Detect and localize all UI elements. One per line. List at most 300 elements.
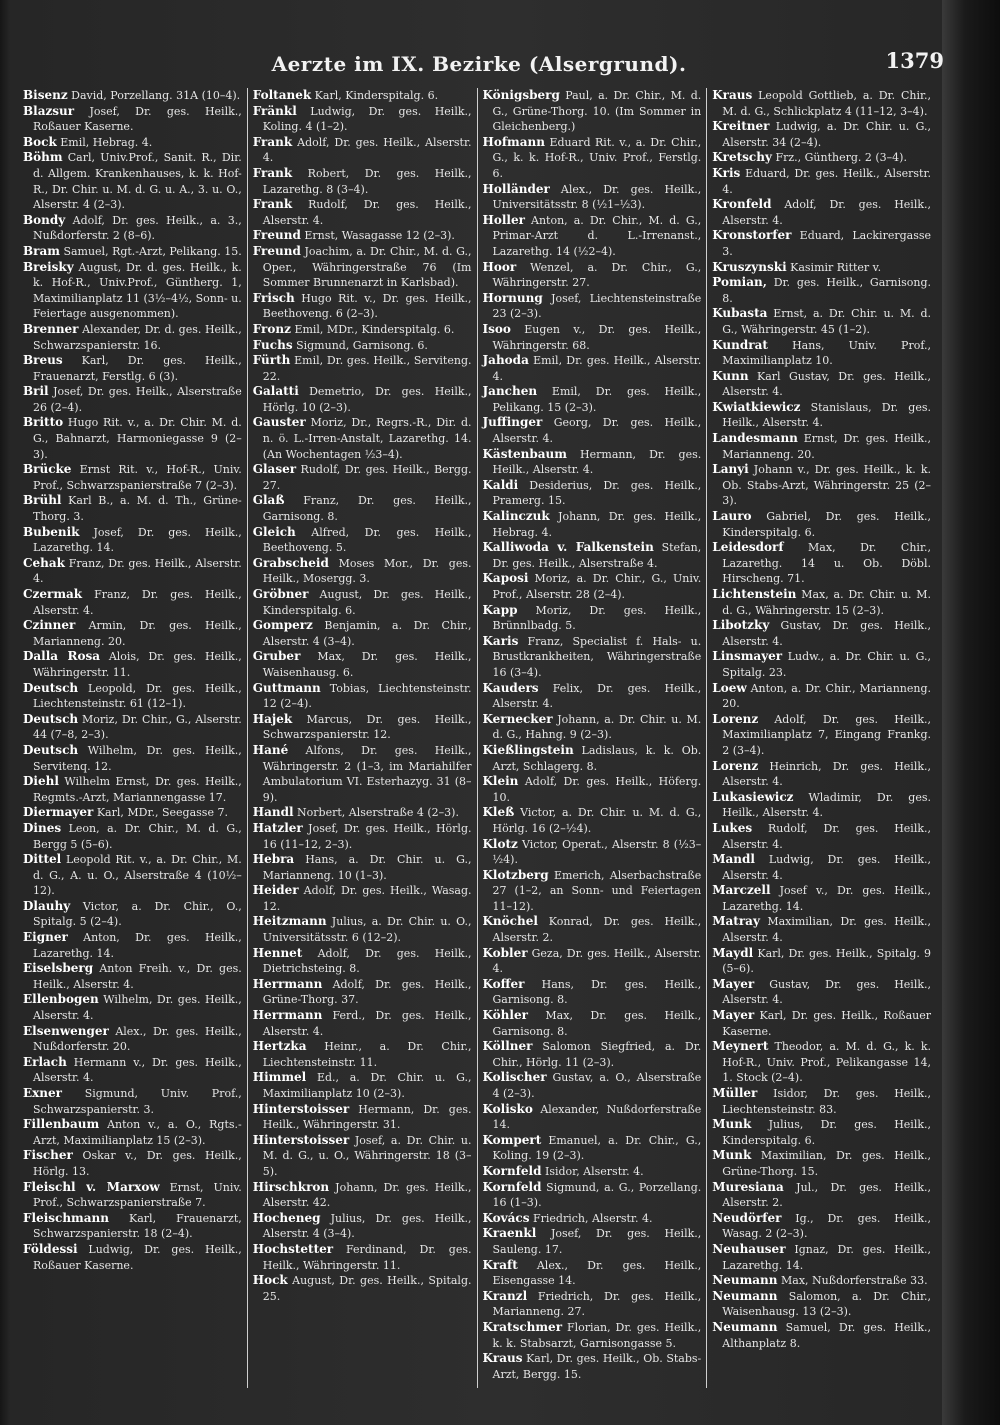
entry-name: Kreitner — [712, 119, 770, 134]
entry-details: Josef, Dr. ges. Heilk., Hörlg. 16 (11–12, 2–3). — [262, 821, 472, 851]
entry-name: Frisch — [252, 290, 295, 305]
entry-name: Hatzler — [252, 820, 303, 835]
entry-name: Britto — [23, 415, 64, 430]
entry-details: Johann, a. Dr. Chir. u. M. d. G., Hahng. 9 (2–3). — [492, 712, 702, 742]
entry-details: Frz., Güntherg. 2 (3–4). — [775, 151, 907, 165]
directory-entry — [253, 1008, 472, 1039]
entry-details: Benjamin, a. Dr. Chir., Alserstr. 4 (3–4). — [262, 619, 472, 648]
directory-entry — [253, 322, 472, 338]
directory-entry — [712, 166, 931, 197]
entry-name: Deutsch — [23, 680, 79, 695]
directory-entry — [253, 104, 472, 135]
entry-name: Hebra — [252, 852, 295, 867]
entry-name: Linsmayer — [712, 649, 783, 664]
directory-entry — [23, 1024, 242, 1055]
entry-name: Brühl — [23, 493, 62, 508]
entry-details: Eduard, Dr. ges. Heilk., Alserstr. 4. — [722, 166, 931, 196]
entry-name: Neumann — [712, 1288, 778, 1303]
directory-entry — [483, 478, 702, 509]
entry-details: Friedrich, Dr. ges. Heilk., Marianneng. 27. — [492, 1289, 702, 1319]
entry-name: Kauders — [482, 680, 539, 695]
entry-name: Kretschy — [712, 150, 772, 165]
entry-details: Emil, Dr. ges. Heilk., Serviteng. 22. — [262, 354, 472, 383]
entry-details: Max, a. Dr. Chir. u. M. d. G., Währingerstr. 15 (2–3). — [722, 588, 931, 617]
directory-entry — [712, 197, 931, 228]
entry-name: Kaldi — [482, 477, 519, 492]
entry-name: Foltanek — [252, 88, 312, 102]
directory-entry — [253, 883, 472, 914]
entry-details: Ludwig, Dr. ges. Heilk., Alserstr. 4. — [722, 853, 932, 882]
directory-entry — [712, 1180, 931, 1211]
directory-entry — [253, 462, 472, 493]
entry-name: Isoo — [482, 321, 511, 336]
directory-entry — [23, 852, 242, 899]
entry-details: Marcus, Dr. ges. Heilk., Schwarzspanierstr. 12. — [262, 712, 472, 742]
directory-entry — [253, 197, 472, 228]
directory-entry — [253, 681, 472, 712]
entry-details: Geza, Dr. ges. Heilk., Alserstr. 4. — [492, 946, 702, 976]
directory-entry — [712, 119, 931, 150]
entry-name: Bram — [23, 243, 60, 258]
entry-details: Josef, Dr. ges. Heilk., Alserstraße 26 (2–4). — [33, 385, 242, 414]
entry-name: Kundrat — [712, 337, 768, 352]
page-header — [14, 46, 944, 86]
directory-entry — [483, 415, 702, 446]
directory-entry — [253, 384, 472, 415]
entry-name: Eiselsberg — [23, 961, 94, 976]
entry-details: Hugo Rit. v., Dr. ges. Heilk., Beethoveng. 6 (2–3). — [262, 291, 472, 321]
entry-name: Cehak — [23, 555, 65, 570]
directory-entry — [712, 462, 931, 509]
entry-details: August, Dr. ges. Heilk., Kinderspitalg. 6. — [262, 588, 472, 617]
entry-details: Adolf, Dr. ges. Heilk., Maximilianplatz 7, Eingang Frankg. 2 (3–4). — [722, 712, 931, 757]
entry-details: Anton v., a. O., Rgts.-Arzt, Maximilianplatz 15 (2–3). — [33, 1118, 242, 1147]
entry-details: Adolf, Dr. ges. Heilk., Alserstr. 4. — [722, 198, 931, 227]
directory-entry — [23, 743, 242, 774]
directory-entry — [253, 1273, 472, 1304]
directory-entry — [712, 1148, 931, 1179]
entry-name: Matray — [712, 914, 760, 929]
entry-details: Max, Nußdorferstraße 33. — [781, 1274, 928, 1288]
directory-entry — [483, 135, 702, 182]
entry-name: Bubenik — [23, 524, 80, 539]
entry-details: Ernst Rit. v., Hof-R., Univ. Prof., Schwarzspanierstraße 7 (2–3). — [33, 463, 242, 492]
entry-name: Hock — [252, 1273, 288, 1288]
entry-details: Stefan, Dr. ges. Heilk., Alserstraße 4. — [492, 541, 702, 570]
entry-details: Hermann v., Dr. ges. Heilk., Alserstr. 4. — [33, 1055, 242, 1085]
directory-entry — [253, 852, 472, 883]
entry-name: Karis — [482, 633, 519, 648]
entry-details: Karl, Dr. ges. Heilk., Roßauer Kaserne. — [722, 1009, 931, 1038]
directory-entry — [23, 1211, 242, 1242]
directory-entry — [23, 462, 242, 493]
entry-name: Neudörfer — [712, 1210, 782, 1225]
entry-name: Kleß — [482, 805, 515, 820]
entry-name: Galatti — [252, 384, 299, 399]
entry-details: Ferdinand, Dr. ges. Heilk., Währingerstr. 11. — [262, 1242, 472, 1272]
entry-details: Victor, a. Dr. Chir., O., Spitalg. 5 (2–4). — [33, 899, 242, 929]
directory-entry — [253, 1039, 472, 1070]
entry-name: Knöchel — [482, 914, 538, 929]
directory-entry — [253, 587, 472, 618]
directory-entry — [23, 493, 242, 524]
directory-entry — [253, 88, 472, 104]
entry-name: Dalla Rosa — [23, 649, 101, 664]
directory-entry — [23, 587, 242, 618]
entry-name: Gomperz — [252, 618, 313, 633]
directory-entry — [23, 1242, 242, 1273]
directory-entry — [712, 1086, 931, 1117]
directory-entry — [23, 961, 242, 992]
entry-details: Sigmund, Garnisong. 6. — [296, 338, 428, 352]
directory-entry — [23, 618, 242, 649]
entry-details: Friedrich, Alserstr. 4. — [532, 1211, 653, 1225]
column-3 — [478, 88, 708, 1388]
entry-name: Kruszynski — [712, 259, 787, 274]
directory-entry — [483, 213, 702, 260]
entry-name: Hocheneg — [252, 1210, 321, 1225]
entry-details: Leon, a. Dr. Chir., M. d. G., Bergg 5 (5–6). — [33, 821, 242, 851]
entry-details: Wenzel, a. Dr. Chir., G., Währingerstr. 27. — [492, 260, 702, 290]
entry-name: Bondy — [23, 212, 66, 227]
directory-entry — [712, 946, 931, 977]
directory-entry — [253, 228, 472, 244]
directory-entry — [253, 649, 472, 680]
entry-details: Johann v., Dr. ges. Heilk., k. k. Ob. Stabs-Arzt, Währingerstr. 25 (2–3). — [722, 463, 932, 508]
page-title: Aerzte im IX. Bezirke (Alsergrund). — [271, 52, 687, 76]
directory-entry — [253, 415, 472, 462]
directory-entry — [483, 712, 702, 743]
directory-entry — [712, 852, 931, 883]
entry-details: Adolf, Dr. ges. Heilk., Wasag. 12. — [262, 884, 472, 913]
entry-name: Breus — [23, 353, 63, 368]
entry-details: Ig., Dr. ges. Heilk., Wasag. 2 (2–3). — [722, 1211, 931, 1241]
entry-name: Lorenz — [712, 758, 759, 773]
entry-name: Kornfeld — [482, 1163, 542, 1178]
entry-details: Moriz, Dr. Chir., G., Alserstr. 44 (7–8, 2–3). — [33, 712, 242, 742]
column-4 — [707, 88, 936, 1388]
entry-name: Hennet — [252, 945, 303, 960]
entry-details: Rudolf, Dr. ges. Heilk., Alserstr. 4. — [262, 198, 472, 227]
entry-details: Emil, MDr., Kinderspitalg. 6. — [294, 322, 455, 336]
entry-details: Victor, a. Dr. Chir. u. M. d. G., Hörlg. 16 (2–½4). — [492, 806, 702, 835]
directory-entry — [483, 1133, 702, 1164]
entry-details: Ludwig, Dr. ges. Heilk., Roßauer Kaserne. — [33, 1242, 242, 1272]
directory-entry — [23, 353, 242, 384]
directory-entry — [712, 306, 931, 337]
entry-name: Hertzka — [252, 1039, 307, 1054]
entry-details: Adolf, Dr. ges. Heilk., a. 3., Nußdorferstr. 2 (8–6). — [33, 213, 242, 243]
entry-name: Frank — [252, 134, 293, 149]
entry-details: Josef, a. Dr. Chir. u. M. d. G., u. O., Währingerstr. 18 (3–5). — [262, 1133, 472, 1178]
entry-name: Holler — [482, 212, 525, 227]
entry-name: Deutsch — [23, 742, 79, 757]
entry-details: Max, Dr. ges. Heilk., Garnisong. 8. — [492, 1009, 702, 1038]
entry-details: Konrad, Dr. ges. Heilk., Alserstr. 2. — [492, 915, 702, 945]
entry-details: Adolf, Dr. ges. Heilk., Grüne-Thorg. 37. — [262, 977, 472, 1007]
entry-details: Samuel, Rgt.-Arzt, Pelikang. 15. — [63, 244, 242, 258]
directory-entry — [712, 977, 931, 1008]
entry-name: Bock — [23, 134, 57, 149]
directory-entry — [253, 946, 472, 977]
entry-details: Anton Freih. v., Dr. ges. Heilk., Alserstr. 4. — [33, 962, 242, 991]
entry-details: Adolf, Dr. ges. Heilk., Dietrichsteing. 8. — [262, 946, 472, 976]
directory-entry — [483, 603, 702, 634]
entry-name: Freund — [252, 228, 301, 243]
entry-details: Hermann, Dr. ges. Heilk., Währingerstr. 31. — [262, 1102, 472, 1132]
entry-name: Mayer — [712, 976, 755, 991]
entry-details: Ludw., a. Dr. Chir. u. G., Spitalg. 23. — [722, 650, 931, 679]
entry-name: Kapp — [482, 602, 518, 617]
directory-entry — [253, 1133, 472, 1180]
directory-entry — [253, 743, 472, 805]
entry-details: Karl, Dr. ges. Heilk., Spitalg. 9 (5–6). — [722, 946, 931, 976]
entry-name: Kovács — [482, 1210, 530, 1225]
entry-details: Karl, Dr. ges. Heilk., Frauenarzt, Ferstlg. 6 (3). — [33, 354, 242, 383]
entry-name: Czermak — [23, 587, 83, 601]
entry-name: Földessi — [23, 1241, 78, 1256]
directory-entry — [483, 1102, 702, 1133]
entry-name: Klein — [482, 774, 519, 789]
entry-name: Neumann — [712, 1319, 778, 1334]
entry-details: David, Porzellang. 31A (10–4). — [71, 89, 241, 102]
entry-name: Maydl — [712, 945, 754, 960]
entry-name: Glaß — [252, 493, 285, 508]
entry-name: Loew — [712, 680, 747, 695]
entry-details: Johann, Dr. ges. Heilk., Hebrag. 4. — [492, 510, 702, 539]
directory-entry — [712, 150, 931, 166]
entry-details: Eugen v., Dr. ges. Heilk., Währingerstr. 68. — [492, 322, 702, 352]
entry-name: Frank — [252, 165, 293, 180]
entry-details: Ludwig, a. Dr. Chir. u. G., Alserstr. 34 (2–4). — [722, 120, 932, 149]
entry-details: Wilhelm Ernst, Dr. ges. Heilk., Regmts.-Arzt, Mariannengasse 17. — [33, 775, 242, 804]
entry-details: Rudolf, Dr. ges. Heilk., Alserstr. 4. — [722, 821, 931, 851]
directory-entry — [483, 837, 702, 868]
directory-entry — [712, 618, 931, 649]
directory-entry — [253, 805, 472, 821]
entry-name: Kubasta — [712, 306, 768, 321]
entry-name: Hané — [252, 742, 289, 757]
entry-details: Isidor, Dr. ges. Heilk., Liechtensteinstr. 83. — [722, 1087, 931, 1116]
entry-name: Kris — [712, 165, 741, 180]
directory-entry — [253, 1102, 472, 1133]
directory-entry — [483, 1070, 702, 1101]
entry-details: Franz, Specialist f. Hals- u. Brustkrankheiten, Währingerstraße 16 (3–4). — [492, 634, 702, 679]
entry-name: Hoor — [482, 259, 517, 274]
directory-entry — [483, 540, 702, 571]
entry-details: Desiderius, Dr. ges. Heilk., Pramerg. 15. — [492, 478, 702, 508]
entry-name: Königsberg — [482, 88, 560, 102]
directory-entry — [712, 88, 931, 119]
entry-name: Breisky — [23, 259, 74, 274]
entry-name: Deutsch — [23, 711, 79, 726]
entry-details: Tobias, Liechtensteinstr. 12 (2–4). — [262, 681, 472, 711]
entry-details: Eduard, Lackirergasse 3. — [722, 229, 931, 258]
entry-details: Johann, Dr. ges. Heilk., Alserstr. 42. — [262, 1180, 472, 1210]
entry-name: Dlauhy — [23, 898, 71, 913]
entry-name: Heider — [252, 883, 299, 898]
entry-name: Eigner — [23, 930, 68, 945]
entry-details: Alex., Dr. ges. Heilk., Universitätsstr. 8 (½1–½3). — [492, 182, 702, 212]
directory-entry — [483, 384, 702, 415]
entry-name: Herrmann — [252, 1008, 323, 1023]
directory-entry — [23, 992, 242, 1023]
directory-entry — [483, 1320, 702, 1351]
directory-entry — [483, 291, 702, 322]
entry-name: Heitzmann — [252, 914, 327, 929]
directory-entry — [483, 946, 702, 977]
entry-name: Kompert — [482, 1132, 542, 1147]
directory-entry — [712, 1289, 931, 1320]
directory-entry — [23, 1180, 242, 1211]
directory-entry — [483, 634, 702, 681]
directory-entry — [483, 774, 702, 805]
directory-entry — [253, 1242, 472, 1273]
entry-details: Franz, Dr. ges. Heilk., Garnisong. 8. — [262, 494, 472, 524]
entry-details: Maximilian, Dr. ges. Heilk., Alserstr. 4. — [722, 915, 931, 945]
entry-details: Moses Mor., Dr. ges. Heilk., Mosergg. 3. — [262, 556, 472, 586]
entry-details: Josef, Dr. ges. Heilk., Lazarethg. 14. — [33, 525, 242, 555]
entry-name: Fleischl v. Marxow — [23, 1179, 160, 1194]
directory-entry — [23, 899, 242, 930]
entry-name: Freund — [252, 243, 301, 258]
directory-entry — [23, 525, 242, 556]
entry-details: Karl, MDr., Seegasse 7. — [96, 806, 228, 820]
entry-details: Hans, a. Dr. Chir. u. G., Marianneng. 10 (1–3). — [262, 853, 472, 882]
entry-details: Julius, Dr. ges. Heilk., Alserstr. 4 (3–4). — [262, 1211, 472, 1241]
directory-entry — [23, 260, 242, 322]
directory-entry — [23, 1148, 242, 1179]
directory-entry — [712, 1117, 931, 1148]
entry-name: Libotzky — [712, 618, 770, 633]
directory-entry — [483, 1258, 702, 1289]
entry-name: Erlach — [23, 1054, 67, 1069]
directory-entry — [23, 1086, 242, 1117]
entry-details: Adolf, Dr. ges. Heilk., Alserstr. 4. — [262, 135, 472, 165]
directory-entry — [23, 774, 242, 805]
directory-entry — [712, 260, 931, 276]
directory-entry — [23, 384, 242, 415]
entry-name: Kernecker — [482, 711, 553, 726]
entry-name: Marczell — [712, 883, 771, 898]
directory-entry — [23, 681, 242, 712]
entry-name: Mandl — [712, 852, 755, 867]
entry-name: Bisenz — [23, 88, 68, 102]
directory-entry — [483, 868, 702, 915]
entry-name: Kraus — [712, 88, 753, 102]
directory-entry — [712, 821, 931, 852]
directory-entry — [712, 883, 931, 914]
directory-entry — [483, 1180, 702, 1211]
entry-details: Jul., Dr. ges. Heilk., Alserstr. 2. — [722, 1180, 932, 1210]
entry-details: Karl Gustav, Dr. ges. Heilk., Alserstr. 4. — [722, 369, 931, 399]
entry-details: Theodor, a. M. d. G., k. k. Hof-R., Univ. Prof., Pelikangasse 14, 1. Stock (2–4). — [722, 1040, 932, 1085]
entry-name: Fränkl — [252, 103, 297, 118]
entry-details: Sigmund, Univ. Prof., Schwarzspanierstr. 3. — [33, 1087, 242, 1116]
entry-details: Josef v., Dr. ges. Heilk., Lazarethg. 14. — [722, 884, 931, 913]
entry-details: Max, Dr. Chir., Lazarethg. 14 u. Ob. Döbl. Hirscheng. 71. — [722, 541, 931, 586]
directory-entry — [483, 353, 702, 384]
entry-details: Leopold Rit. v., a. Dr. Chir., M. d. G., A. u. O., Alserstraße 4 (10½–12). — [33, 853, 242, 898]
entry-details: Gustav, Dr. ges. Heilk., Alserstr. 4. — [722, 619, 932, 648]
directory-entry — [483, 1226, 702, 1257]
entry-details: Ernst, Univ. Prof., Schwarzspanierstraße 7. — [33, 1180, 242, 1210]
entry-details: Alexander, Dr. d. ges. Heilk., Schwarzspanierstr. 16. — [33, 322, 242, 352]
entry-details: Wilhelm, Dr. ges. Heilk., Servitenq. 12. — [33, 743, 242, 773]
directory-entry — [483, 1008, 702, 1039]
entry-details: Joachim, a. Dr. Chir., M. d. G., Oper., Währingerstraße 76 (Im Sommer Brunnenarzt in Karlsbad). — [262, 244, 472, 290]
entry-name: Gruber — [252, 649, 301, 664]
entry-details: Florian, Dr. ges. Heilk., k. k. Stabsarzt, Garnisongasse 5. — [492, 1320, 702, 1350]
entry-name: Mayer — [712, 1008, 755, 1023]
directory-entry — [483, 977, 702, 1008]
entry-details: Paul, a. Dr. Chir., M. d. G., Grüne-Thorg. 10. (Im Sommer in Gleichenberg.) — [492, 89, 702, 134]
entry-name: Hofmann — [482, 134, 545, 149]
entry-details: Emil, Dr. ges. Heilk., Alserstr. 4. — [492, 354, 702, 383]
entry-details: Robert, Dr. ges. Heilk., Lazarethg. 8 (3–4). — [262, 166, 472, 196]
entry-name: Kranzl — [482, 1288, 528, 1303]
directory-entry — [712, 1320, 931, 1351]
entry-name: Czinner — [23, 618, 76, 633]
entry-details: Karl, Frauenarzt, Schwarzspanierstr. 18 (2–4). — [33, 1211, 242, 1241]
directory-entry — [23, 135, 242, 151]
directory-entry — [483, 88, 702, 135]
entry-name: Gleich — [252, 524, 296, 539]
entry-name: Juffinger — [482, 415, 543, 430]
entry-name: Ellenbogen — [23, 992, 99, 1007]
directory-entry — [253, 166, 472, 197]
entry-details: Julius, Dr. ges. Heilk., Kinderspitalg. 6. — [722, 1118, 932, 1147]
directory-entry — [483, 571, 702, 602]
directory-entry — [712, 1273, 931, 1289]
directory-entry — [712, 275, 931, 306]
directory-entry — [23, 930, 242, 961]
entry-details: Gabriel, Dr. ges. Heilk., Kinderspitalg. 6. — [722, 510, 931, 539]
entry-details: Ernst, Wasagasse 12 (2–3). — [304, 229, 455, 243]
entry-details: Ed., a. Dr. Chir. u. G., Maximilianplatz 10 (2–3). — [262, 1071, 472, 1100]
page-number: 1379 — [885, 48, 944, 73]
entry-name: Brenner — [23, 321, 79, 336]
entry-details: Gustav, Dr. ges. Heilk., Alserstr. 4. — [722, 977, 931, 1007]
directory-entry — [23, 1117, 242, 1148]
directory-entry — [253, 618, 472, 649]
column-1 — [18, 88, 248, 1388]
directory-entry — [483, 322, 702, 353]
entry-name: Pomian, — [712, 275, 767, 290]
entry-details: Josef, Liechtensteinstraße 23 (2–3). — [492, 291, 702, 321]
entry-name: Hinterstoisser — [252, 1101, 350, 1116]
entry-details: Karl B., a. M. d. Th., Grüne-Thorg. 3. — [33, 494, 242, 524]
directory-entry — [712, 712, 931, 759]
entry-name: Neuhauser — [712, 1241, 786, 1256]
entry-details: Hermann, Dr. ges. Heilk., Alserstr. 4. — [492, 447, 702, 477]
entry-name: Exner — [23, 1086, 62, 1100]
entry-name: Herrmann — [252, 976, 323, 991]
directory-entry — [253, 338, 472, 354]
entry-name: Kraft — [482, 1257, 518, 1272]
directory-entry — [483, 743, 702, 774]
entry-name: Kalinczuk — [482, 509, 550, 524]
directory-entry — [253, 914, 472, 945]
entry-name: Diermayer — [23, 805, 94, 820]
directory-entry — [483, 805, 702, 836]
entry-details: Wladimir, Dr. ges. Heilk., Alserstr. 4. — [722, 790, 931, 820]
entry-name: Kalliwoda v. Falkenstein — [482, 540, 654, 555]
entry-name: Bril — [23, 384, 49, 399]
directory-entry — [483, 1211, 702, 1227]
entry-details: Alfred, Dr. ges. Heilk., Beethoveng. 5. — [262, 525, 472, 555]
directory-entry — [712, 431, 931, 462]
